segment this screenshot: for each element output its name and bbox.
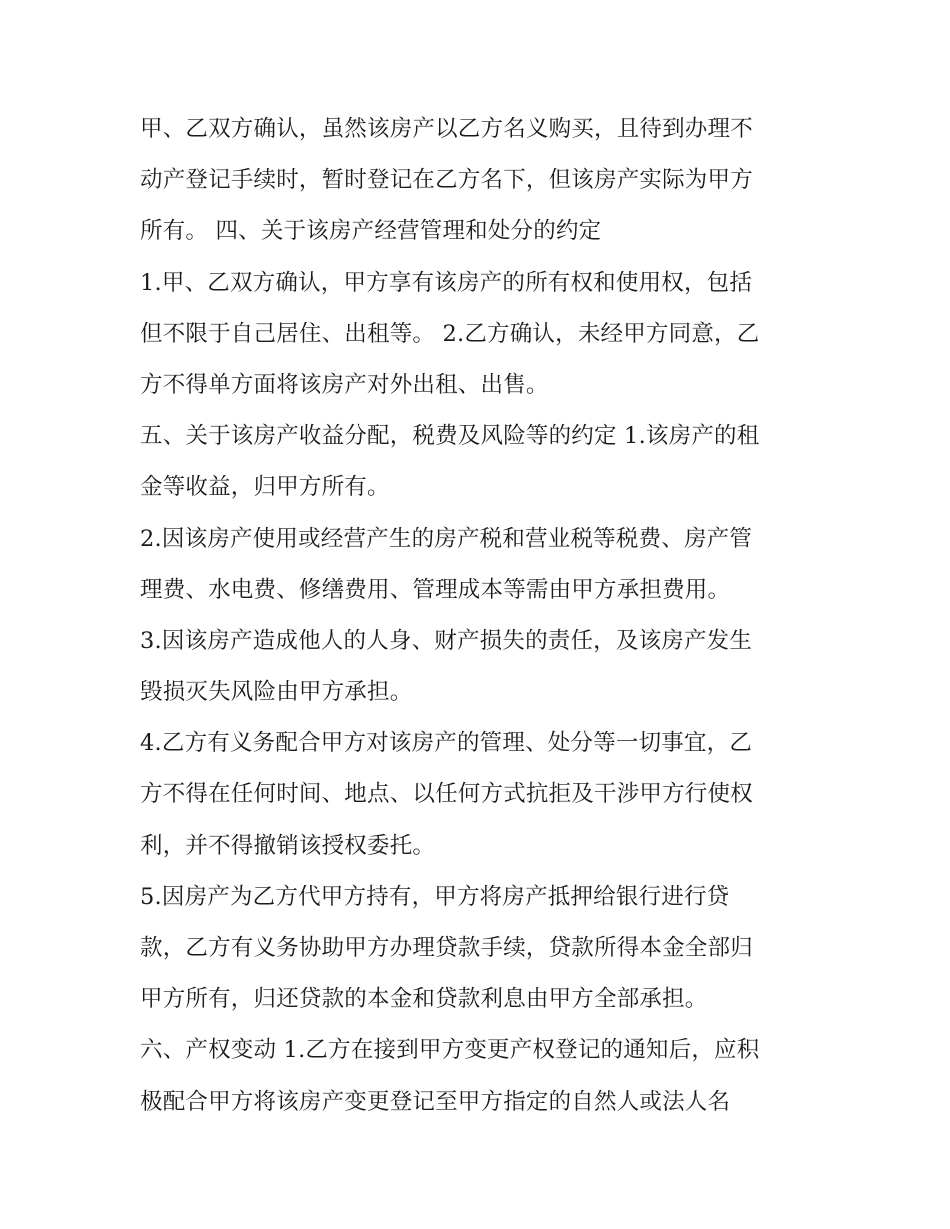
text-line: 极配合甲方将该房产变更登记至甲方指定的自然人或法人名	[140, 1088, 731, 1115]
text-line: 款，乙方有义务协助甲方办理贷款手续，贷款所得本金全部归	[140, 935, 753, 961]
text-line: 五、关于该房产收益分配，税费及风险等的约定 1.该房产的租	[140, 423, 760, 450]
paragraph-section-5-heading	[140, 411, 830, 513]
text-line: 甲方所有，归还贷款的本金和贷款利息由甲方全部承担。	[140, 986, 708, 1013]
paragraph-section-6-heading	[140, 1025, 830, 1127]
text-line: 方不得单方面将该房产对外出租、出售。	[140, 371, 549, 398]
text-line: 理费、水电费、修缮费用、管理成本等需由甲方承担费用。	[140, 576, 731, 603]
paragraph-clause-5-3	[140, 616, 830, 718]
text-line: 甲、乙双方确认，虽然该房产以乙方名义购买，且待到办理不	[140, 116, 753, 142]
text-line: 但不限于自己居住、出租等。 2.乙方确认，未经甲方同意，乙	[140, 320, 760, 347]
text-line: 利，并不得撤销该授权委托。	[140, 832, 436, 859]
text-line: 5.因房产为乙方代甲方持有，甲方将房产抵押给银行进行贷	[140, 883, 730, 910]
paragraph-clause-4-1	[140, 258, 830, 412]
paragraph-clause-5-4	[140, 718, 830, 872]
text-line: 金等收益，归甲方所有。	[140, 474, 390, 501]
text-line: 所有。 四、关于该房产经营管理和处分的约定	[140, 218, 602, 245]
paragraph-clause-5-5	[140, 872, 830, 1026]
document-body	[140, 104, 830, 1128]
text-line: 1.甲、乙双方确认，甲方享有该房产的所有权和使用权，包括	[140, 269, 753, 296]
text-line: 动产登记手续时，暂时登记在乙方名下，但该房产实际为甲方	[140, 167, 753, 194]
paragraph-ownership-confirmation	[140, 104, 830, 258]
text-line: 毁损灭失风险由甲方承担。	[140, 679, 413, 706]
text-line: 方不得在任何时间、地点、以任何方式抗拒及干涉甲方行使权	[140, 781, 753, 808]
text-line: 3.因该房产造成他人的人身、财产损失的责任，及该房产发生	[140, 627, 753, 654]
text-line: 2.因该房产使用或经营产生的房产税和营业税等税费、房产管	[140, 525, 753, 552]
paragraph-clause-5-2	[140, 514, 830, 616]
text-line: 4.乙方有义务配合甲方对该房产的管理、处分等一切事宜，乙	[140, 730, 753, 757]
text-line: 六、产权变动 1.乙方在接到甲方变更产权登记的通知后，应积	[140, 1037, 760, 1064]
